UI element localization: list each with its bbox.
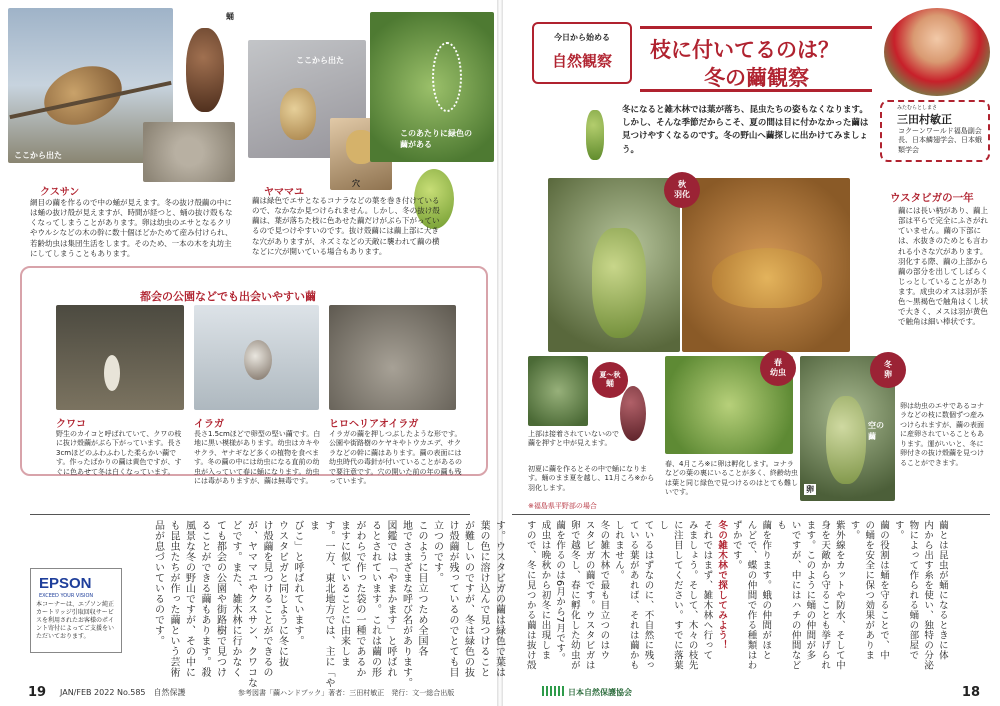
spring-badge-season: 春 [774,358,782,368]
left-col-12: す。一方、東北地方では、主に「やま [307,520,334,688]
winter-badge-season: 冬 [884,360,892,370]
title-line-2: 冬の繭観察 [704,66,809,90]
winter-badge-stage: 卵 [884,370,892,379]
left-col-10: がわらで作った袋の一種であるか [354,520,365,678]
right-col-4: 繭の役割は蛹を守ることで、中 [877,520,889,660]
right-col-17: ているはずなのに、不自然に残っ [642,520,654,670]
right-col-10: 繭を作ります。蛾の仲間がほと [760,520,772,660]
left-col-6: このように目立つため全国各 [416,520,427,657]
yamamayu-hole-label: 穴 [352,179,360,188]
hirohera-text: イラガの繭を押しつぶしたような形です。公園や街路樹のケヤキやトウカエデ、サクラなどの幹に繭はあります。繭の表面には幼虫時代の毒針が付いていることがあるので要注意です。穴の開いた前の年の繭も残っています。 [329,430,462,486]
cocoon-intro-photo [584,100,606,162]
right-col-21: スタビガの繭です。ウスタビガは [583,520,595,670]
epson-tagline: EXCEED YOUR VISION [39,593,94,599]
left-footer-issue: JAN/FEB 2022 No.585 自然保護 [60,688,186,697]
right-col-24: 成虫は晩秋から初冬に出現しま [539,520,551,660]
autumn-badge-season: 秋 [678,180,686,190]
right-col-1: 繭とは昆虫が蛹になるときに体 [936,520,948,660]
winter-badge [870,352,906,388]
left-col-21: も昆虫たちが作った繭という芸術 [168,520,179,678]
winter-egg-label: 卵 [806,485,814,494]
hirohera-photo [329,305,456,410]
autumn-badge [664,172,700,208]
left-col-8: 図鑑では「やまかます」と呼ばれ [385,520,396,678]
right-col-25: すので、冬に見つかる繭は抜け殻 [524,520,536,670]
iraga-text: 長さ1.5cmほどで卵型の堅い繭です。白地に黒い模様があります。幼虫はカキやサクラ、ヤナギなど多くの植物を食べます。冬の繭の中には幼虫になる直前の幼虫が入っていて春に蛹になります。幼虫には毒がありますが、繭は無毒です。 [194,430,321,486]
yamamayu-text: 繭は緑色でエサとなるコナラなどの葉を巻き付けているので、なかなか見つけられません。しかし、冬の抜け殻繭は、葉が落ちた枝に色あせた繭だけがぶら下がっているので見つけやすいのです。抜け殻繭には繭上部に大きな穴がありますが、ネズミなどの天敵に襲われて繭の横などに穴が開いている場合もあります。 [252,196,440,256]
park-section-heading: 都会の公園などでも出会いやすい繭 [140,290,316,303]
right-body-text [522,520,949,670]
kuwako-photo [56,305,184,410]
winter-caption: 卵は幼虫のエサであるコナラなどの枝に数個ずつ産みつけられますが、繭の表面に産卵されていることもあります。運がいいと、冬に卵付きの抜け殻繭を見つけることができます。 [900,402,984,467]
series-label-main: 自然観察 [551,52,612,70]
right-col-19: しれません。 [613,520,625,580]
right-col-2: 内から出す糸を使い、独特の分泌 [922,520,934,670]
yamamayu-exit-label: ここから出た [296,56,344,65]
autumn-cocoon-photo [548,178,680,352]
right-col-7: 身を天敵から守ることも挙げられ [819,520,831,670]
yamamayu-green-label: このあたりに緑色の繭がある [400,129,472,149]
author-affiliation: コクーンワールド福島副会長、日本鱗翅学会、日本蛾類学会 [898,127,982,154]
left-col-9: るとされています。これは繭の形 [369,520,381,678]
iraga-photo [194,305,319,410]
title-line-1: 枝に付いてるのは？ [650,38,839,62]
iraga-title: イラガ [194,419,224,430]
series-badge [532,22,632,84]
left-divider [30,514,470,515]
kuwako-text: 野生のカイコと呼ばれていて、クワの枝に抜け殻繭がぶら下がっています。長さ3cmほどのふわふわした柔らかい繭です。作ったばかりの繭は黄色ですが、すぐに色あせて冬は白くなっています。 [56,430,182,476]
right-col-11: んどで、蝶の仲間で作る種類はわ [745,520,757,670]
epson-box [30,568,122,653]
left-col-20: 風景な冬の野山ですが、その中に [183,520,195,678]
left-col-16: が、ヤママユやクスサン、クワコな [245,520,257,688]
summer-open-cocoon-photo [528,356,588,426]
right-col-8: ます。このように蛹の仲間が多 [804,520,816,660]
right-footer-org: 日本自然保護協会 [568,688,632,697]
right-col-9: いですが、中にはハチの仲間なども [774,520,801,670]
kusasan-title: クスサン [40,187,80,198]
spring-badge [760,350,796,386]
right-col-12: ずかです。 [730,520,742,570]
series-label-top: 今日から始める [554,33,610,42]
summer-caption-1: 上部は接着されていないので繭を押すと中が見えます。 [528,430,619,448]
summer-caption-2: 初夏に繭を作るとその中で蛹になります。蛹のまま夏を越し、11月ころ※から羽化します。 [528,465,655,492]
left-col-17: どです。また、雑木林に行かなく [230,520,241,678]
right-col-3: 物によって作られる蛹の部屋です。 [892,520,919,660]
usutabiga-heading: ウスタビガの一年 [890,192,974,204]
left-col-4: け殻繭が残っているのでとても目 [447,520,458,678]
right-col-14: それではまず、雑木林へ行って [701,520,713,660]
summer-badge [592,362,628,398]
left-col-2: 葉の色に溶け込んで見つけること [478,520,489,678]
kusasan-text: 網目の繭を作るので中の蛹が見えます。冬の抜け殻繭の中には蛹の抜け殻が見えますが、時間が経つと、蛹の抜け殻もなくなってしまうことがあります。卵は幼虫のエサとなるクリやウルシなどの木の幹に数十個ほどかためて産み付けられ、若齢幼虫は集団生活をします。そのため、一本の木を丸坊主にしてしまうこともあります。 [30,198,233,258]
left-col-7: 地でさまざまな呼び名があります。 [400,520,412,688]
epson-text: 本コーナーは、エプソン純正カートリッジ引取回収サービスを利用されたお客様のポイント寄付によってご支援をいただいております。 [36,601,115,641]
author-name: 三田村敏正 [897,113,952,126]
right-col-heading: 冬の雑木林で探してみよう！ [716,520,728,650]
autumn-moth-photo [682,178,850,352]
left-body-text [150,520,507,688]
autumn-badge-stage: 羽化 [674,190,690,199]
region-note: ※福島県平野部の場合 [528,502,597,510]
hirohera-title: ヒロヘリアオイラガ [329,419,419,430]
summer-badge-stage: 蛹 [606,379,614,389]
winter-empty-label: 空の繭 [868,421,884,441]
org-logo-icon [542,686,564,696]
summer-badge-season: 夏〜秋 [599,371,621,379]
left-col-19: ることができる繭もあります。殺 [199,520,210,678]
right-col-5: の蛹を安全に保つ効果があります。 [848,520,875,660]
left-col-13: びこ」と呼ばれています。 [292,520,303,646]
right-page [502,0,1000,706]
left-col-18: ても都会の公園や街路樹で見つけ [214,520,226,678]
right-col-23: 繭を作るのは6月から7月です。 [554,520,566,664]
kuwako-title: クワコ [56,419,86,430]
kusasan-pupa-label: 蛹 [226,12,234,21]
right-col-18: ている葉があれば、それは繭かも [627,520,639,670]
left-col-14: ウスタビガと同じように冬に抜 [276,520,288,667]
lead-text: 冬になると雑木林では葉が落ち、昆虫たちの姿もなくなります。しかし、そんな季節だからこそ、夏の間は目に付かなかった繭は見つけやすくなるのです。冬の野山へ繭探しに出かけてみましょう。 [622,105,869,155]
left-page-number: 19 [28,685,47,700]
spring-caption: 春、4月ころ※に卵は孵化します。コナラなどの葉の裏にいることが多く、終齢幼虫は葉と同じ緑色で見つけるのはとても難しいです。 [665,460,798,497]
right-page-number: 18 [961,685,980,700]
right-divider [512,514,990,515]
left-col-5: 立つのです。 [431,520,443,583]
epson-logo: EPSON [39,575,92,592]
right-col-20: 冬の雑木林で最も目立つのはウ [598,520,610,660]
usutabiga-text: 繭には長い柄があり、繭上部は平らで完全にふさがれていません。繭の下部には、水抜きのためとも言われる小さな穴があります。羽化する際、繭の上部から繭の部分を出してしばらくじっとしていることがあります。成虫のオスは羽が茶色〜黒褐色で触角はくし状で大きく、メスは羽が黄色で触角は細い棒状です。 [898,206,988,327]
author-ruby: みたむらとしまさ [897,105,938,111]
kusasan-exit-label: ここから出た [14,151,62,160]
left-col-3: が難しいのですが、冬は緑色の抜 [462,520,474,678]
left-col-1: す。ウスタビガの繭は緑色で葉は [493,520,505,678]
right-col-6: 紫外線をカットや防水、そして中 [833,520,845,670]
left-col-15: け殻繭を見つけることができるの [261,520,272,678]
left-col-22: 品が息づいているのです。 [152,520,164,646]
right-col-16: に注目してください。すでに落葉し [657,520,683,670]
left-col-11: ますに似ていることに由来しま [338,520,350,667]
kusasan-pupa-photo [180,22,230,117]
kusasan-eggs-photo [143,122,235,182]
author-photo [884,8,990,96]
left-footer-reference: 参考図書「繭ハンドブック」著者：三田村敏正 発行：文一総合出版 [238,689,455,697]
yamamayu-title: ヤママユ [264,187,304,198]
spring-badge-stage: 幼虫 [770,368,786,377]
right-col-22: 卵で越冬し、春に孵化した幼虫が [568,520,580,670]
right-col-15: みましょう。そして、木々の枝先 [686,520,698,670]
